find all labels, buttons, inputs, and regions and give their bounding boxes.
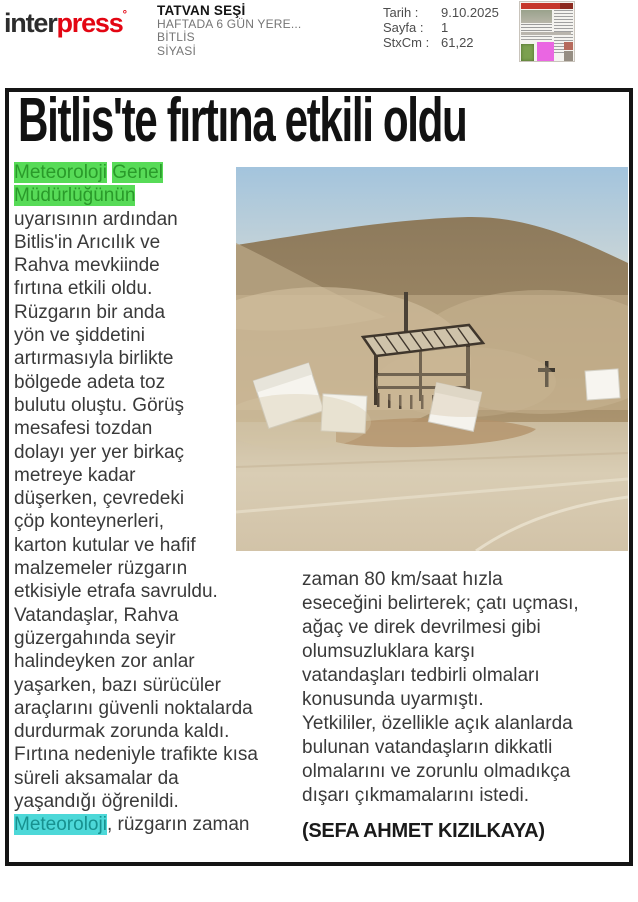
text-line: Yetkililer, özellikle açık alanlarda (302, 713, 573, 734)
highlighted-keyword: Müdürlüğünün (14, 185, 136, 207)
interpress-logo (4, 8, 127, 39)
article-right-column (302, 568, 628, 808)
meta-stxcm-label: StxCm : (383, 35, 430, 50)
text-line: mesafesi tozdan (14, 418, 153, 440)
text-line: bulutu oluştu. Görüş (14, 394, 185, 416)
thumb-text-block (521, 24, 552, 31)
meta-page-label: Sayfa : (383, 20, 424, 35)
text-line: süreli aksamalar da (14, 767, 179, 789)
storm-photo (236, 167, 628, 551)
thumb-photo-block (521, 10, 552, 23)
text-line: konusunda uyarmıştı. (302, 689, 484, 710)
text-line: araçlarını güvenli noktalarda (14, 697, 253, 719)
logo-text-red: press (56, 8, 123, 38)
meta-stxcm-value: 61,22 (441, 35, 474, 50)
text-line: durdurmak zorunda kaldı. (14, 721, 230, 743)
thumb-subhead (521, 32, 571, 35)
publication-info (157, 4, 301, 58)
publication-name: TATVAN SEŞİ (157, 3, 246, 18)
article-byline: (SEFA AHMET KIZILKAYA) (302, 820, 545, 842)
text-line: Rahva mevkiinde (14, 255, 160, 277)
text-line: yön ve şiddetini (14, 325, 145, 347)
text-line: olmalarını ve zorunlu olmadıkça (302, 761, 571, 782)
text-line: fırtına etkili oldu. (14, 278, 153, 300)
meta-page-value: 1 (441, 20, 449, 35)
text-line: çöp konteynerleri, (14, 511, 164, 533)
thumb-gray-block (564, 51, 573, 61)
thumb-magenta-highlight (537, 42, 554, 61)
newspaper-front-page-thumbnail[interactable] (519, 1, 575, 62)
text-line: yaşarken, bazı sürücüler (14, 674, 221, 696)
text-line: olumsuzluklara karşı (302, 641, 476, 662)
text-line: Fırtına nedeniyle trafikte kısa (14, 744, 258, 766)
text-line: halindeyken zor anlar (14, 651, 195, 673)
meta-date-label: Tarih : (383, 5, 419, 20)
text-line: eseceğini belirterek; çatı uçması, (302, 593, 579, 614)
text-line: karton kutular ve hafif (14, 534, 196, 556)
text-line: düşerken, çevredeki (14, 488, 185, 510)
text-line: Meteoroloji, rüzgarın zaman (14, 814, 250, 836)
thumb-red-block (564, 42, 573, 50)
text-line: ağaç ve direk devrilmesi gibi (302, 617, 541, 638)
clipping-meta (383, 5, 499, 50)
logo-text-black: inter (4, 8, 57, 38)
text-line: metreye kadar (14, 464, 136, 486)
thumb-green-photo (521, 44, 534, 61)
text-line: artırmasıyla birlikte (14, 348, 174, 370)
text-line: bölgede adeta toz (14, 371, 166, 393)
text-line: dışarı çıkmamalarını istedi. (302, 785, 530, 806)
text-line: bulunan vatandaşların dikkatli (302, 737, 553, 758)
text-line: dolayı yer yer birkaç (14, 441, 185, 463)
text-line: zaman 80 km/saat hızla (302, 569, 503, 590)
storm-photo-graphic (236, 167, 628, 551)
highlighted-keyword: Meteoroloji (14, 162, 107, 183)
meta-stxcm-row (383, 35, 499, 50)
article-headline: Bitlis'te fırtına etkili oldu (18, 86, 467, 155)
meta-date-row (383, 5, 499, 20)
text-line: Bitlis'in Arıcılık ve (14, 231, 161, 253)
thumb-masthead-corner (560, 3, 573, 9)
text-line: uyarısının ardından (14, 208, 178, 230)
publication-category: SİYASİ (157, 43, 196, 58)
logo-trademark-icon: ° (122, 9, 127, 21)
text-line: güzergahında seyir (14, 627, 176, 649)
text-line: Rüzgarın bir anda (14, 301, 166, 323)
highlighted-keyword: Meteoroloji (14, 814, 107, 836)
meta-date-value: 9.10.2025 (441, 5, 499, 20)
meta-page-row (383, 20, 499, 35)
text-line: etkisiyle etrafa savruldu. (14, 581, 218, 603)
publication-city: BİTLİS (157, 30, 195, 44)
text-line: Vatandaşlar, Rahva (14, 604, 179, 626)
publication-frequency: HAFTADA 6 GÜN YERE... (157, 16, 302, 31)
text-line: malzemeler rüzgarın (14, 558, 188, 580)
text-line: vatandaşları tedbirli olmaları (302, 665, 540, 686)
highlighted-keyword: Genel (112, 162, 163, 183)
text-line: yaşandığı öğrenildi. (14, 791, 179, 813)
